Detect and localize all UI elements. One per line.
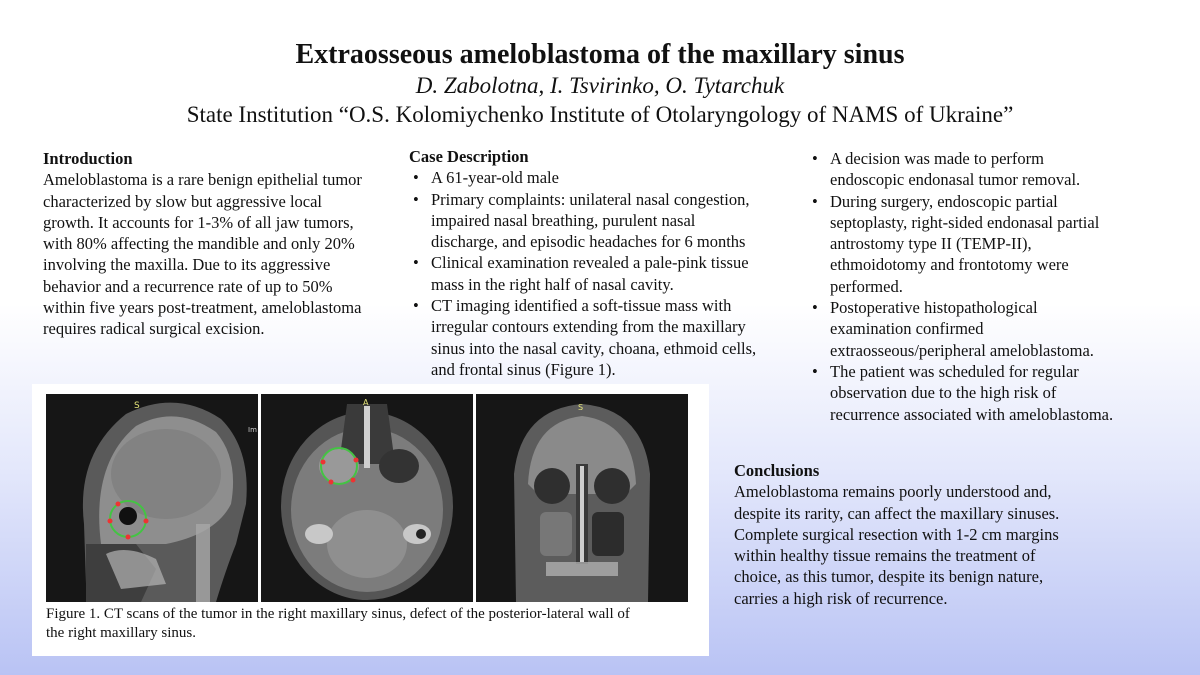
ct-scan-coronal (476, 394, 688, 602)
bullet-line: CT imaging identified a soft-tissue mass with (431, 296, 732, 316)
ct-scan-axial (261, 394, 473, 602)
bullet-line: antrostomy type II (TEMP-II), (830, 234, 1032, 254)
introduction-heading: Introduction (43, 149, 133, 168)
case-bullet (409, 189, 799, 253)
conclusions-text (734, 481, 1174, 609)
bullet-line: impaired nasal breathing, purulent nasal (431, 210, 696, 230)
ct-sagittal-image (46, 394, 258, 602)
bullet-line: A decision was made to perform (830, 149, 1044, 168)
bullet-line: observation due to the high risk of (830, 383, 1057, 403)
management-list (808, 148, 1178, 425)
scan-side-label: Im (248, 426, 257, 434)
bullet-line: performed. (830, 276, 903, 296)
figure-caption (46, 605, 701, 643)
case-description-heading: Case Description (409, 147, 529, 166)
bullet-line: extraosseous/peripheral ameloblastoma. (830, 340, 1094, 360)
case-description-list (409, 167, 799, 380)
ct-axial-image (261, 394, 473, 602)
bullet-line: discharge, and episodic headaches for 6 months (431, 232, 746, 252)
figure-1 (32, 384, 709, 656)
caption-line: Figure 1. CT scans of the tumor in the right maxillary sinus, defect of the posterior-lateral wall of (46, 606, 630, 622)
bullet-line: ethmoidotomy and frontotomy were (830, 255, 1069, 275)
bullet-line: A 61-year-old male (431, 168, 559, 188)
management-bullet (808, 361, 1178, 425)
conclusions-section (734, 460, 1174, 609)
ct-coronal-image (476, 394, 688, 602)
bullet-line: endoscopic endonasal tumor removal. (830, 170, 1081, 190)
poster-authors: D. Zabolotna, I. Tsvirinko, O. Tytarchuk (415, 73, 785, 98)
introduction-section (43, 148, 398, 340)
bullet-line: and frontal sinus (Figure 1). (431, 359, 616, 379)
bullet-line: sinus into the nasal cavity, choana, ethmoid cells, (431, 338, 757, 358)
intro-line: within five years post-treatment, ameloblastoma (43, 298, 362, 318)
caption-line: the right maxillary sinus. (46, 625, 196, 641)
intro-line: behavior and a recurrence rate of up to 50% (43, 276, 333, 296)
poster-header (0, 38, 1200, 130)
conclusion-line: Complete surgical resection with 1-2 cm margins (734, 524, 1059, 544)
bullet-line: mass in the right half of nasal cavity. (431, 274, 674, 294)
bullet-line: Postoperative histopathological (830, 298, 1038, 318)
scan-marker-label: S (578, 403, 584, 412)
ct-scan-sagittal (46, 394, 258, 602)
conclusion-line: choice, as this tumor, despite its benign nature, (734, 567, 1044, 587)
conclusion-line: carries a high risk of recurrence. (734, 588, 948, 608)
conclusion-line: within healthy tissue remains the treatment of (734, 546, 1036, 566)
poster-institution: State Institution “O.S. Kolomiychenko Institute of Otolaryngology of NAMS of Ukraine” (186, 102, 1014, 127)
intro-line: characterized by slow but aggressive local (43, 191, 323, 211)
intro-line: involving the maxilla. Due to its aggressive (43, 255, 331, 275)
case-bullet (409, 295, 799, 380)
case-bullet (409, 167, 799, 188)
intro-line: growth. It accounts for 1-3% of all jaw tumors, (43, 212, 354, 232)
management-bullet (808, 191, 1178, 297)
bullet-line: Clinical examination revealed a pale-pink tissue (431, 253, 749, 273)
bullet-line: examination confirmed (830, 319, 984, 339)
intro-line: Ameloblastoma is a rare benign epithelial tumor (43, 170, 362, 190)
bullet-line: The patient was scheduled for regular (830, 361, 1079, 381)
conclusion-line: Ameloblastoma remains poorly understood and, (734, 482, 1052, 502)
management-section (808, 148, 1178, 425)
case-bullet (409, 252, 799, 295)
bullet-line: recurrence associated with ameloblastoma. (830, 404, 1114, 424)
intro-line: requires radical surgical excision. (43, 319, 265, 339)
scan-marker-label: A (363, 398, 369, 407)
introduction-text (43, 169, 398, 339)
bullet-line: Primary complaints: unilateral nasal congestion, (431, 189, 750, 209)
bullet-line: septoplasty, right-sided endonasal partial (830, 212, 1100, 232)
bullet-line: During surgery, endoscopic partial (830, 191, 1058, 211)
ct-scan-strip (46, 394, 695, 602)
intro-line: with 80% affecting the mandible and only 20% (43, 234, 355, 254)
conclusion-line: despite its rarity, can affect the maxillary sinuses. (734, 503, 1060, 523)
scan-marker-label: S (134, 401, 140, 411)
case-description-section (409, 146, 799, 380)
bullet-line: irregular contours extending from the maxillary (431, 317, 746, 337)
management-bullet (808, 297, 1178, 361)
poster-title: Extraosseous ameloblastoma of the maxillary sinus (295, 39, 905, 70)
conclusions-heading: Conclusions (734, 461, 820, 480)
management-bullet (808, 148, 1178, 191)
